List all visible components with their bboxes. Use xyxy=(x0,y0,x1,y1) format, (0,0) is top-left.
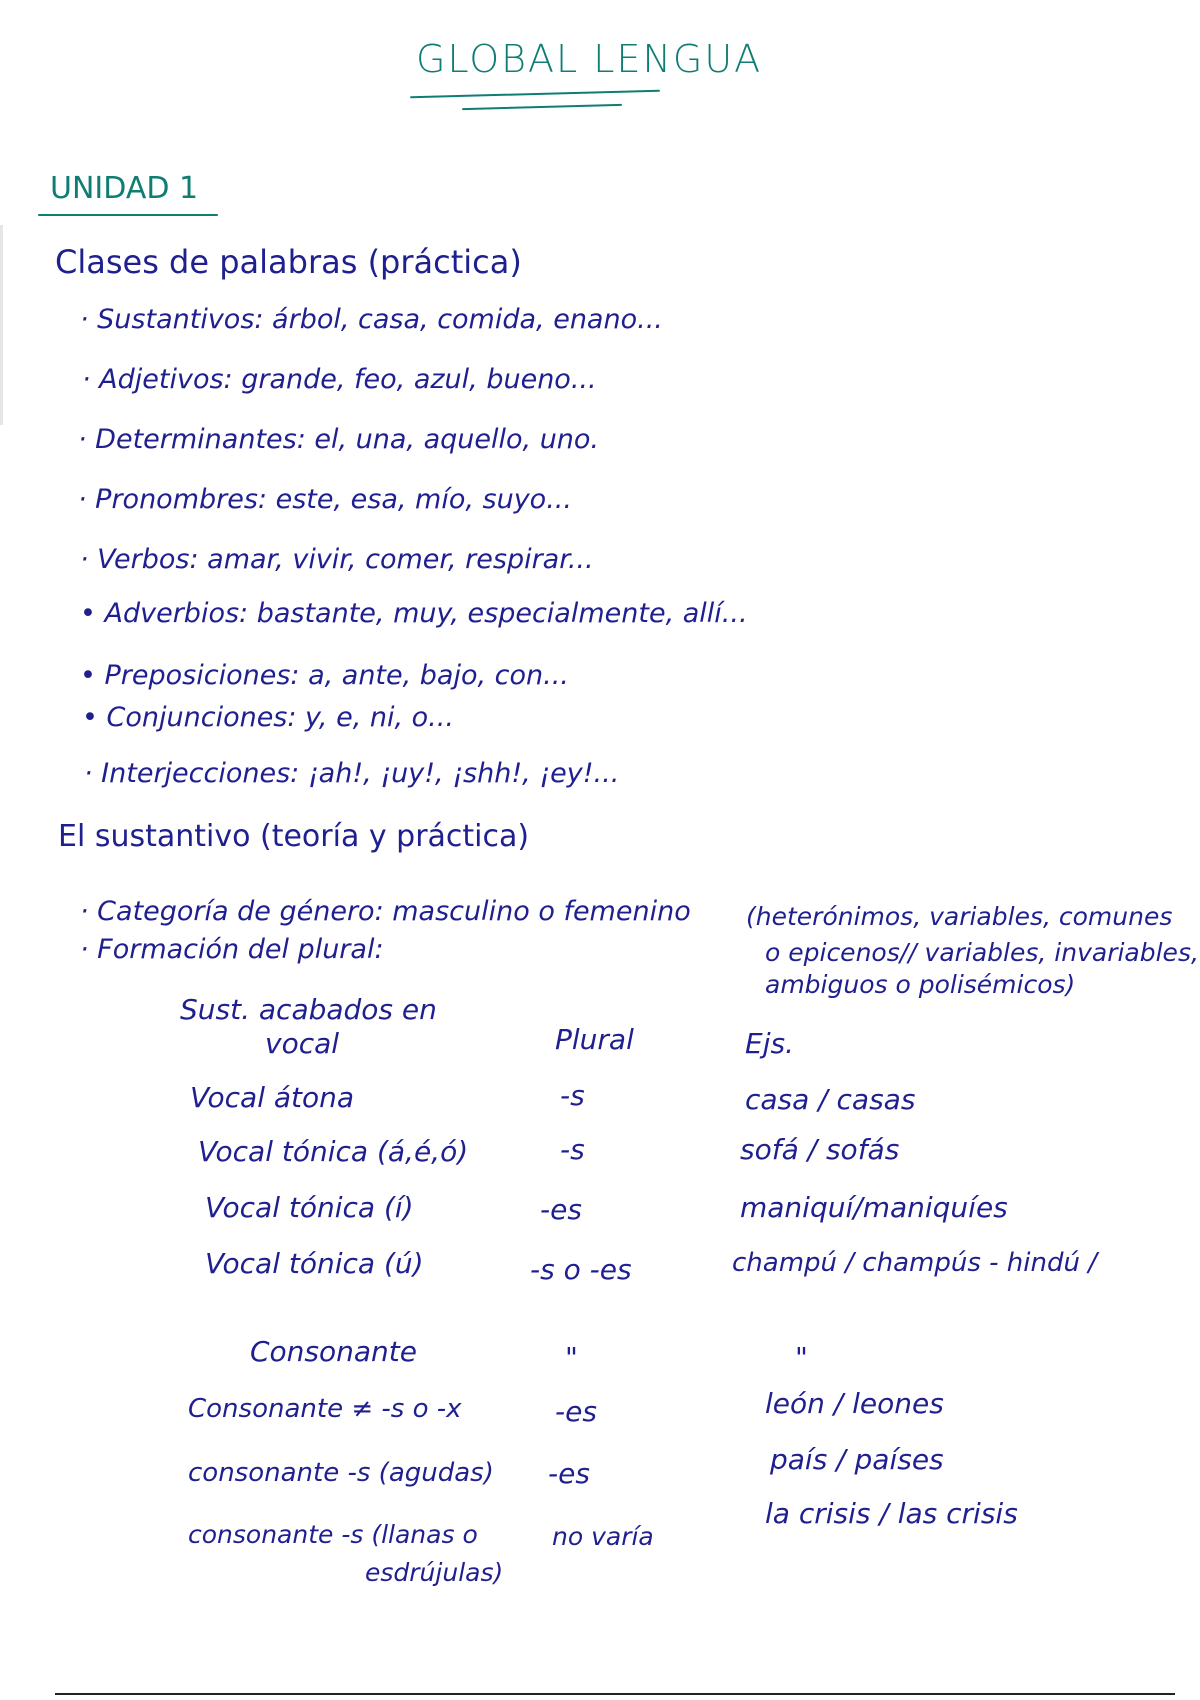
list-item-interjecciones: · Interjecciones: ¡ah!, ¡uy!, ¡shh!, ¡ey!... xyxy=(84,758,620,789)
row-plural: -s xyxy=(560,1079,585,1112)
row-ejemplo: champú / champús - hindú / xyxy=(732,1248,1097,1278)
row-tipo: consonante -s (agudas) xyxy=(188,1458,494,1488)
table-header-col3: Ejs. xyxy=(745,1027,794,1060)
table-header-col2: Plural xyxy=(555,1023,634,1056)
row-ejemplo: la crisis / las crisis xyxy=(765,1497,1018,1530)
genero-note-line-2: o epicenos// variables, invariables, xyxy=(765,938,1199,967)
list-item-pronombres: · Pronombres: este, esa, mío, suyo... xyxy=(78,484,572,515)
row-plural: -s xyxy=(560,1133,585,1166)
section2-heading: El sustantivo (teoría y práctica) xyxy=(58,819,530,854)
row-tipo: consonante -s (llanas o xyxy=(188,1520,478,1549)
row-plural: -es xyxy=(540,1193,582,1226)
list-item-verbos: · Verbos: amar, vivir, comer, respirar... xyxy=(80,544,594,575)
unit-underline xyxy=(38,214,218,216)
row-plural: no varía xyxy=(552,1522,654,1551)
row-plural: -s o -es xyxy=(530,1253,632,1286)
bottom-rule xyxy=(55,1693,1175,1695)
consonante-header-col2: " xyxy=(565,1341,578,1374)
page-edge-mark xyxy=(0,225,3,425)
genero-note-line-3: ambiguos o polisémicos) xyxy=(765,970,1076,999)
genero-note-line-1: (heterónimos, variables, comunes xyxy=(746,902,1173,931)
list-item-sustantivos: · Sustantivos: árbol, casa, comida, enano... xyxy=(80,304,663,335)
page-title: GLOBAL LENGUA xyxy=(416,37,763,81)
row-plural: -es xyxy=(555,1395,597,1428)
row-tipo: Vocal tónica (í) xyxy=(205,1191,414,1224)
unit-heading: UNIDAD 1 xyxy=(50,171,199,206)
list-item-adjetivos: · Adjetivos: grande, feo, azul, bueno... xyxy=(82,364,597,395)
list-item-preposiciones: • Preposiciones: a, ante, bajo, con... xyxy=(80,660,569,691)
row-ejemplo: casa / casas xyxy=(745,1083,916,1116)
row-tipo: Vocal tónica (á,é,ó) xyxy=(198,1135,469,1168)
table-header-col1-line2: vocal xyxy=(265,1027,340,1060)
genero-item: · Categoría de género: masculino o femenino xyxy=(80,896,691,927)
title-underline-2 xyxy=(462,104,622,110)
list-item-adverbios: • Adverbios: bastante, muy, especialmente, allí... xyxy=(80,598,748,629)
section1-heading: Clases de palabras (práctica) xyxy=(55,243,522,281)
title-underline-1 xyxy=(410,90,660,99)
plural-item: · Formación del plural: xyxy=(80,934,384,965)
row-tipo-continued: esdrújulas) xyxy=(365,1558,504,1587)
row-tipo: Vocal tónica (ú) xyxy=(205,1247,424,1280)
list-item-determinantes: · Determinantes: el, una, aquello, uno. xyxy=(78,424,600,455)
table-header-col1-line1: Sust. acabados en xyxy=(180,993,437,1026)
consonante-header-col1: Consonante xyxy=(250,1335,418,1368)
list-item-conjunciones: • Conjunciones: y, e, ni, o... xyxy=(82,702,454,733)
row-ejemplo: sofá / sofás xyxy=(740,1133,900,1166)
row-plural: -es xyxy=(548,1457,590,1490)
consonante-header-col3: " xyxy=(795,1341,808,1374)
row-ejemplo: país / países xyxy=(770,1443,944,1476)
row-tipo: Vocal átona xyxy=(190,1081,355,1114)
row-ejemplo: león / leones xyxy=(765,1387,944,1420)
row-tipo: Consonante ≠ -s o -x xyxy=(188,1394,462,1424)
row-ejemplo: maniquí/maniquíes xyxy=(740,1191,1008,1224)
